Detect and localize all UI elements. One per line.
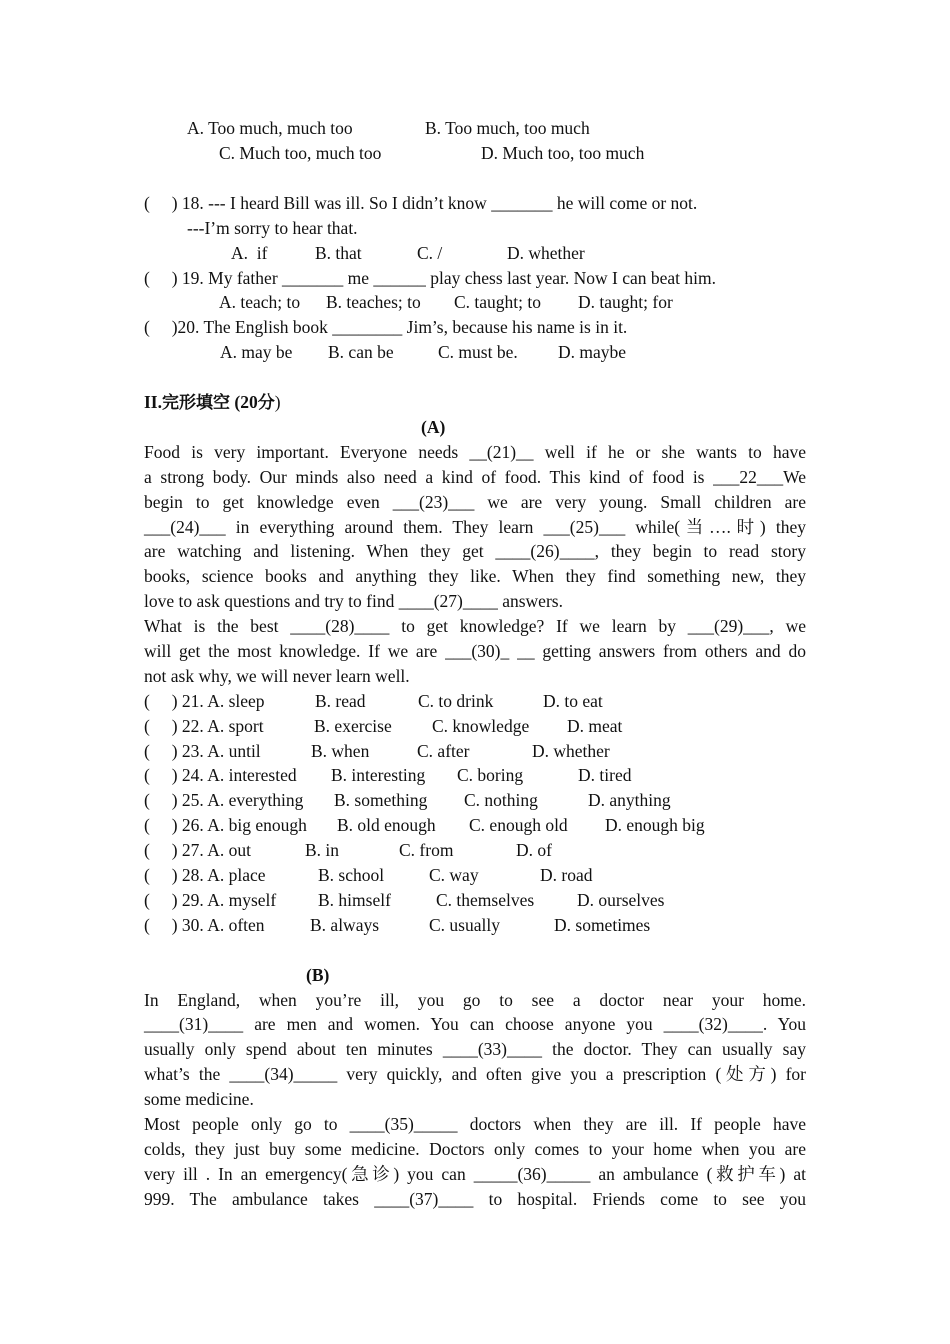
q22-stem: ( ) 22. A. sport xyxy=(144,716,264,736)
section-heading xyxy=(144,391,281,414)
q30-option-b: B. always xyxy=(310,915,380,935)
q27-option-d: D. of xyxy=(516,840,552,860)
q18-option-a: A. if xyxy=(231,243,268,263)
q19-option-a: A. teach; to xyxy=(219,292,301,312)
passage-b-line: usually only spend about ten minutes ____(33)____ the doctor. They can usually say xyxy=(144,1039,806,1059)
passage-a-line: will get the most knowledge. If we are ___(30)_ __ getting answers from others and do xyxy=(144,641,806,661)
q17-option-d: D. Much too, too much xyxy=(481,143,645,163)
q24-option-c: C. boring xyxy=(457,765,524,785)
passage-a-line: love to ask questions and try to find ____(27)____ answers. xyxy=(144,591,563,611)
q25-stem: ( ) 25. A. everything xyxy=(144,790,304,810)
q28-stem: ( ) 28. A. place xyxy=(144,865,266,885)
passage-b-line: ____(31)____ are men and women. You can choose anyone you ____(32)____. You xyxy=(144,1014,806,1034)
q17-option-a: A. Too much, much too xyxy=(187,118,353,138)
q29-option-d: D. ourselves xyxy=(577,890,665,910)
q23-option-b: B. when xyxy=(311,741,370,761)
passage-b-line: colds, they just buy some medicine. Doctors only comes to your home when you are xyxy=(144,1139,806,1159)
q21-option-b: B. read xyxy=(315,691,366,711)
q20-option-b: B. can be xyxy=(328,342,394,362)
q22-option-d: D. meat xyxy=(567,716,623,736)
q21-option-d: D. to eat xyxy=(543,691,603,711)
q29-stem: ( ) 29. A. myself xyxy=(144,890,277,910)
passage-b-line: what’s the ____(34)_____ very quickly, and often give you a prescription (处方) for xyxy=(144,1064,806,1084)
q19-option-b: B. teaches; to xyxy=(326,292,421,312)
part-a-heading: (A) xyxy=(421,417,446,437)
q19-option-c: C. taught; to xyxy=(454,292,542,312)
section-title: 完形填空 xyxy=(162,393,230,413)
q20-stem: ( )20. The English book ________ Jim’s, because his name is in it. xyxy=(144,317,628,337)
q18-reply: ---I’m sorry to hear that. xyxy=(187,218,358,238)
q25-option-b: B. something xyxy=(334,790,428,810)
q22-option-c: C. knowledge xyxy=(432,716,530,736)
q19-stem: ( ) 19. My father _______ me ______ play chess last year. Now I can beat him. xyxy=(144,268,717,288)
q30-option-d: D. sometimes xyxy=(554,915,651,935)
q17-option-c: C. Much too, much too xyxy=(219,143,382,163)
q24-option-d: D. tired xyxy=(578,765,632,785)
passage-a-line: books, science books and anything they like. When they find something new, they xyxy=(144,566,806,586)
section-prefix: II. xyxy=(144,392,162,412)
q27-stem: ( ) 27. A. out xyxy=(144,840,251,860)
q23-option-c: C. after xyxy=(417,741,470,761)
passage-a-line: Food is very important. Everyone needs __(21)__ well if he or she wants to have xyxy=(144,442,806,462)
q26-option-d: D. enough big xyxy=(605,815,705,835)
q26-option-c: C. enough old xyxy=(469,815,568,835)
section-score: (20 xyxy=(234,392,258,412)
q30-option-c: C. usually xyxy=(429,915,500,935)
q28-option-d: D. road xyxy=(540,865,593,885)
q26-stem: ( ) 26. A. big enough xyxy=(144,815,307,835)
q26-option-b: B. old enough xyxy=(337,815,436,835)
passage-a-line: a strong body. Our minds also need a kind of food. This kind of food is ___22___We xyxy=(144,467,806,487)
q19-option-d: D. taught; for xyxy=(578,292,673,312)
q30-stem: ( ) 30. A. often xyxy=(144,915,265,935)
passage-b-line: some medicine. xyxy=(144,1089,254,1109)
q27-option-c: C. from xyxy=(399,840,454,860)
q27-option-b: B. in xyxy=(305,840,340,860)
passage-a-line: ___(24)___ in everything around them. They learn ___(25)___ while(当….时) they xyxy=(144,517,806,537)
q28-option-b: B. school xyxy=(318,865,385,885)
q29-option-c: C. themselves xyxy=(436,890,535,910)
q23-stem: ( ) 23. A. until xyxy=(144,741,261,761)
passage-a-line: are watching and listening. When they get ____(26)____, they begin to read story xyxy=(144,541,806,561)
q24-stem: ( ) 24. A. interested xyxy=(144,765,297,785)
q20-option-c: C. must be. xyxy=(438,342,518,362)
q20-option-a: A. may be xyxy=(220,342,293,362)
q20-option-d: D. maybe xyxy=(558,342,627,362)
q24-option-b: B. interesting xyxy=(331,765,426,785)
q21-option-c: C. to drink xyxy=(418,691,494,711)
passage-a-line: not ask why, we will never learn well. xyxy=(144,666,410,686)
passage-b-line: Most people only go to ____(35)_____ doctors when they are ill. If people have xyxy=(144,1114,806,1134)
passage-a-line: begin to get knowledge even ___(23)___ we are very young. Small children are xyxy=(144,492,806,512)
q18-stem: ( ) 18. --- I heard Bill was ill. So I didn’t know _______ he will come or not. xyxy=(144,193,698,213)
section-close: ) xyxy=(274,392,281,412)
passage-b-line: 999. The ambulance takes ____(37)____ to hospital. Friends come to see you xyxy=(144,1189,806,1209)
q21-stem: ( ) 21. A. sleep xyxy=(144,691,265,711)
q29-option-b: B. himself xyxy=(318,890,391,910)
q23-option-d: D. whether xyxy=(532,741,610,761)
q18-option-d: D. whether xyxy=(507,243,585,263)
q28-option-c: C. way xyxy=(429,865,479,885)
q18-option-b: B. that xyxy=(315,243,362,263)
passage-b-line: very ill . In an emergency(急诊) you can _____(36)_____ an ambulance (救护车) at xyxy=(144,1164,806,1184)
section-score-unit: 分 xyxy=(257,393,275,413)
passage-a-line: What is the best ____(28)____ to get knowledge? If we learn by ___(29)___, we xyxy=(144,616,806,636)
part-b-heading: (B) xyxy=(306,965,330,985)
q18-option-c: C. / xyxy=(417,243,443,263)
passage-b-line: In England, when you’re ill, you go to see a doctor near your home. xyxy=(144,990,806,1010)
q17-option-b: B. Too much, too much xyxy=(425,118,590,138)
q22-option-b: B. exercise xyxy=(314,716,392,736)
q25-option-d: D. anything xyxy=(588,790,671,810)
q25-option-c: C. nothing xyxy=(464,790,538,810)
